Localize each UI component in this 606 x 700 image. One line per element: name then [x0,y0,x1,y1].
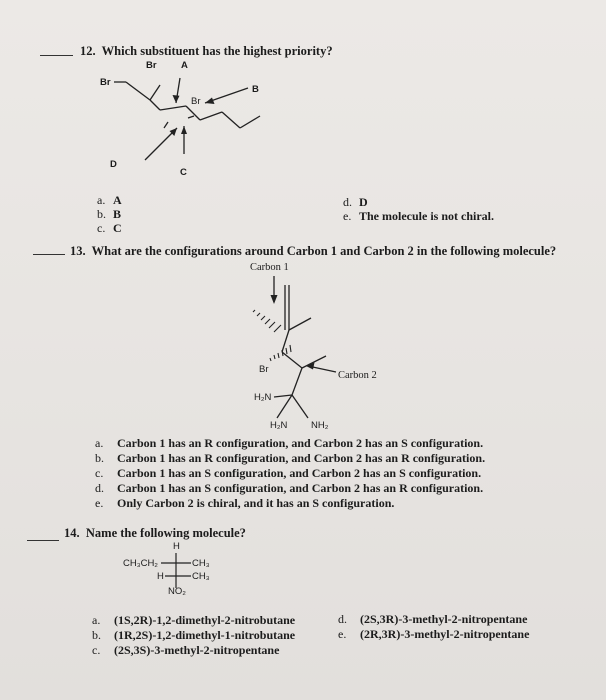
q13-label-nh2: NH₂ [311,420,329,431]
q14-label-ch3ch2: CH₃CH₂ [123,558,158,569]
q14-option-b [92,628,295,643]
q13-label-carbon1: Carbon 1 [250,262,289,273]
q13-label-h2n-bottom: H₂N [270,420,288,431]
q12-option-e-letter: e. [343,209,352,223]
q12-label-br-left: Br [100,77,111,88]
q14-option-c [92,643,279,658]
q12-option-a-text: A [113,193,122,207]
q13-question-text: What are the configurations around Carbon 1 and Carbon 2 in the following molecule? [91,244,557,258]
q12-label-b: B [252,84,259,95]
q14-label-h-top: H [173,541,180,552]
q14-number: 14. [64,526,80,540]
q13-option-e-text: Only Carbon 2 is chiral, and it has an S configuration. [117,496,395,510]
q12-label-c: C [180,167,187,178]
q13-option-a-letter: a. [95,436,104,450]
q14-option-e-text: (2R,3R)-3-methyl-2-nitropentane [360,627,530,641]
q13-option-e-letter: e. [95,496,104,510]
q14-label-ch3-2: CH₃ [192,571,210,582]
q14-label-no2: NO₂ [168,586,186,597]
q13-option-b-letter: b. [95,451,104,465]
q13-option-d-text: Carbon 1 has an S configuration, and Carbon 2 has an R configuration. [117,481,484,495]
q14-option-c-text: (2S,3S)-3-methyl-2-nitropentane [114,643,280,657]
q12-option-c-letter: c. [97,221,106,235]
q14-option-c-letter: c. [92,643,101,657]
q12-label-a: A [181,60,188,71]
q12-label-br-mid: Br [191,96,201,107]
q12-number: 12. [80,44,96,58]
q14-option-d-letter: d. [338,612,347,626]
q13-label-h2n-left: H₂N [254,392,272,403]
q14-option-a [92,613,295,628]
q12-option-c-text: C [113,221,122,235]
q13-label-carbon2: Carbon 2 [338,370,377,381]
q13-number: 13. [70,244,86,258]
q14-option-a-text: (1S,2R)-1,2-dimethyl-2-nitrobutane [114,613,296,627]
q13-option-a-text: Carbon 1 has an R configuration, and Carbon 2 has an S configuration. [117,436,484,450]
q14-option-b-text: (1R,2S)-1,2-dimethyl-1-nitrobutane [114,628,296,642]
q13-label-br: Br [259,364,269,375]
q14-option-e [338,627,529,642]
q14-question-text: Name the following molecule? [85,526,246,540]
q12-option-d-letter: d. [343,195,352,209]
q12-label-d: D [110,159,117,170]
q12-option-b-letter: b. [97,207,106,221]
q12-question-text: Which substituent has the highest priority? [101,44,333,58]
q14-option-b-letter: b. [92,628,101,642]
q14-option-a-letter: a. [92,613,101,627]
q13-option-c-letter: c. [95,466,104,480]
q12-option-d-text: D [359,195,368,209]
q14-option-d-text: (2S,3R)-3-methyl-2-nitropentane [360,612,528,626]
q13-option-d-letter: d. [95,481,104,495]
q12-option-a-letter: a. [97,193,106,207]
q13-option-c-text: Carbon 1 has an S configuration, and Carbon 2 has an S configuration. [117,466,482,480]
q13-option-b-text: Carbon 1 has an R configuration, and Carbon 2 has an R configuration. [117,451,486,465]
q12-option-b-text: B [113,207,122,221]
q12-label-br-top: Br [146,60,157,71]
q14-label-h-mid: H [157,571,164,582]
q14-option-e-letter: e. [338,627,347,641]
q12-option-e-text: The molecule is not chiral. [359,209,494,223]
q14-label-ch3-1: CH₃ [192,558,210,569]
q14-option-d [338,612,527,627]
